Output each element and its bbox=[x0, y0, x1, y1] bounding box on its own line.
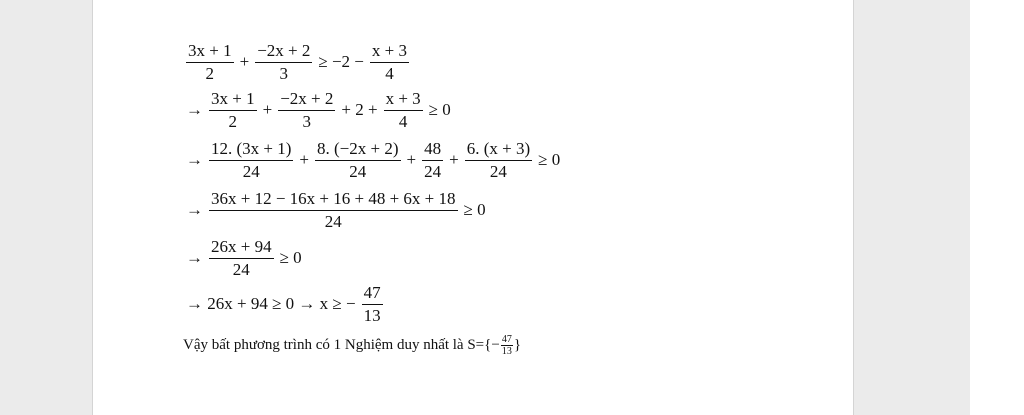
numerator: 47 bbox=[363, 282, 381, 302]
numerator: 36x + 12 − 16x + 16 + 48 + 6x + 18 bbox=[211, 188, 456, 208]
closing-brace: } bbox=[513, 337, 522, 353]
inequality: ≥ 0 bbox=[428, 100, 451, 119]
fraction bbox=[255, 41, 312, 84]
denominator: 2 bbox=[209, 110, 257, 132]
denominator: 24 bbox=[209, 210, 458, 232]
fraction bbox=[209, 237, 274, 280]
numerator: x + 3 bbox=[371, 40, 407, 60]
operator: + bbox=[449, 150, 459, 169]
conclusion-text bbox=[183, 334, 521, 357]
equation-line-4 bbox=[183, 188, 489, 232]
expression: → 26x + 94 ≥ 0 → x ≥ − bbox=[186, 294, 356, 313]
fraction bbox=[209, 89, 257, 132]
denominator: 3 bbox=[278, 110, 335, 132]
operator: + bbox=[299, 150, 310, 169]
fraction bbox=[209, 189, 458, 232]
numerator: 12. (3x + 1) bbox=[211, 138, 292, 158]
numerator: 26x + 94 bbox=[211, 236, 272, 256]
denominator: 24 bbox=[209, 160, 293, 182]
arrow: → bbox=[186, 100, 203, 119]
equation-line-6 bbox=[183, 282, 386, 326]
fraction bbox=[278, 89, 335, 132]
arrow: → bbox=[186, 248, 203, 267]
denominator: 24 bbox=[315, 160, 401, 182]
equation-line-3 bbox=[183, 138, 563, 182]
denominator: 24 bbox=[209, 258, 274, 280]
document-page bbox=[92, 0, 854, 415]
arrow: → bbox=[186, 200, 203, 219]
numerator: 6. (x + 3) bbox=[466, 138, 531, 158]
numerator: 47 bbox=[501, 334, 512, 345]
inequality: ≥ 0 bbox=[279, 248, 302, 267]
arrow: → bbox=[186, 150, 203, 169]
denominator: 2 bbox=[186, 62, 234, 84]
denominator: 24 bbox=[465, 160, 532, 182]
inequality: ≥ 0 bbox=[463, 200, 486, 219]
fraction bbox=[465, 139, 532, 182]
solution-fraction bbox=[501, 334, 513, 357]
fraction bbox=[422, 139, 443, 182]
equation-line-5 bbox=[183, 236, 305, 280]
fraction bbox=[186, 41, 234, 84]
denominator: 13 bbox=[501, 346, 512, 357]
numerator: 3x + 1 bbox=[211, 88, 255, 108]
operator: + bbox=[406, 150, 417, 169]
operator: + bbox=[239, 52, 250, 71]
denominator: 3 bbox=[255, 62, 312, 84]
fraction bbox=[362, 283, 383, 326]
denominator: 13 bbox=[363, 305, 381, 325]
numerator: 3x + 1 bbox=[188, 40, 232, 60]
numerator: 48 bbox=[424, 138, 442, 158]
denominator: 4 bbox=[384, 110, 423, 132]
equation-line-2 bbox=[183, 88, 454, 132]
operator: ≥ −2 − bbox=[318, 52, 364, 71]
fraction bbox=[370, 41, 409, 84]
operator: + bbox=[262, 100, 273, 119]
numerator: x + 3 bbox=[385, 88, 421, 108]
denominator: 24 bbox=[424, 161, 442, 181]
fraction bbox=[384, 89, 423, 132]
numerator: −2x + 2 bbox=[257, 40, 311, 60]
right-margin bbox=[970, 0, 1024, 415]
conclusion-sentence: Vậy bất phương trình có 1 Nghiệm duy nhất là S={− bbox=[183, 337, 500, 353]
fraction bbox=[315, 139, 401, 182]
numerator: −2x + 2 bbox=[280, 88, 334, 108]
operator: + 2 + bbox=[341, 100, 378, 119]
inequality: ≥ 0 bbox=[538, 150, 561, 169]
denominator: 4 bbox=[370, 62, 409, 84]
numerator: 8. (−2x + 2) bbox=[317, 138, 399, 158]
fraction bbox=[209, 139, 293, 182]
equation-line-1 bbox=[183, 40, 412, 84]
